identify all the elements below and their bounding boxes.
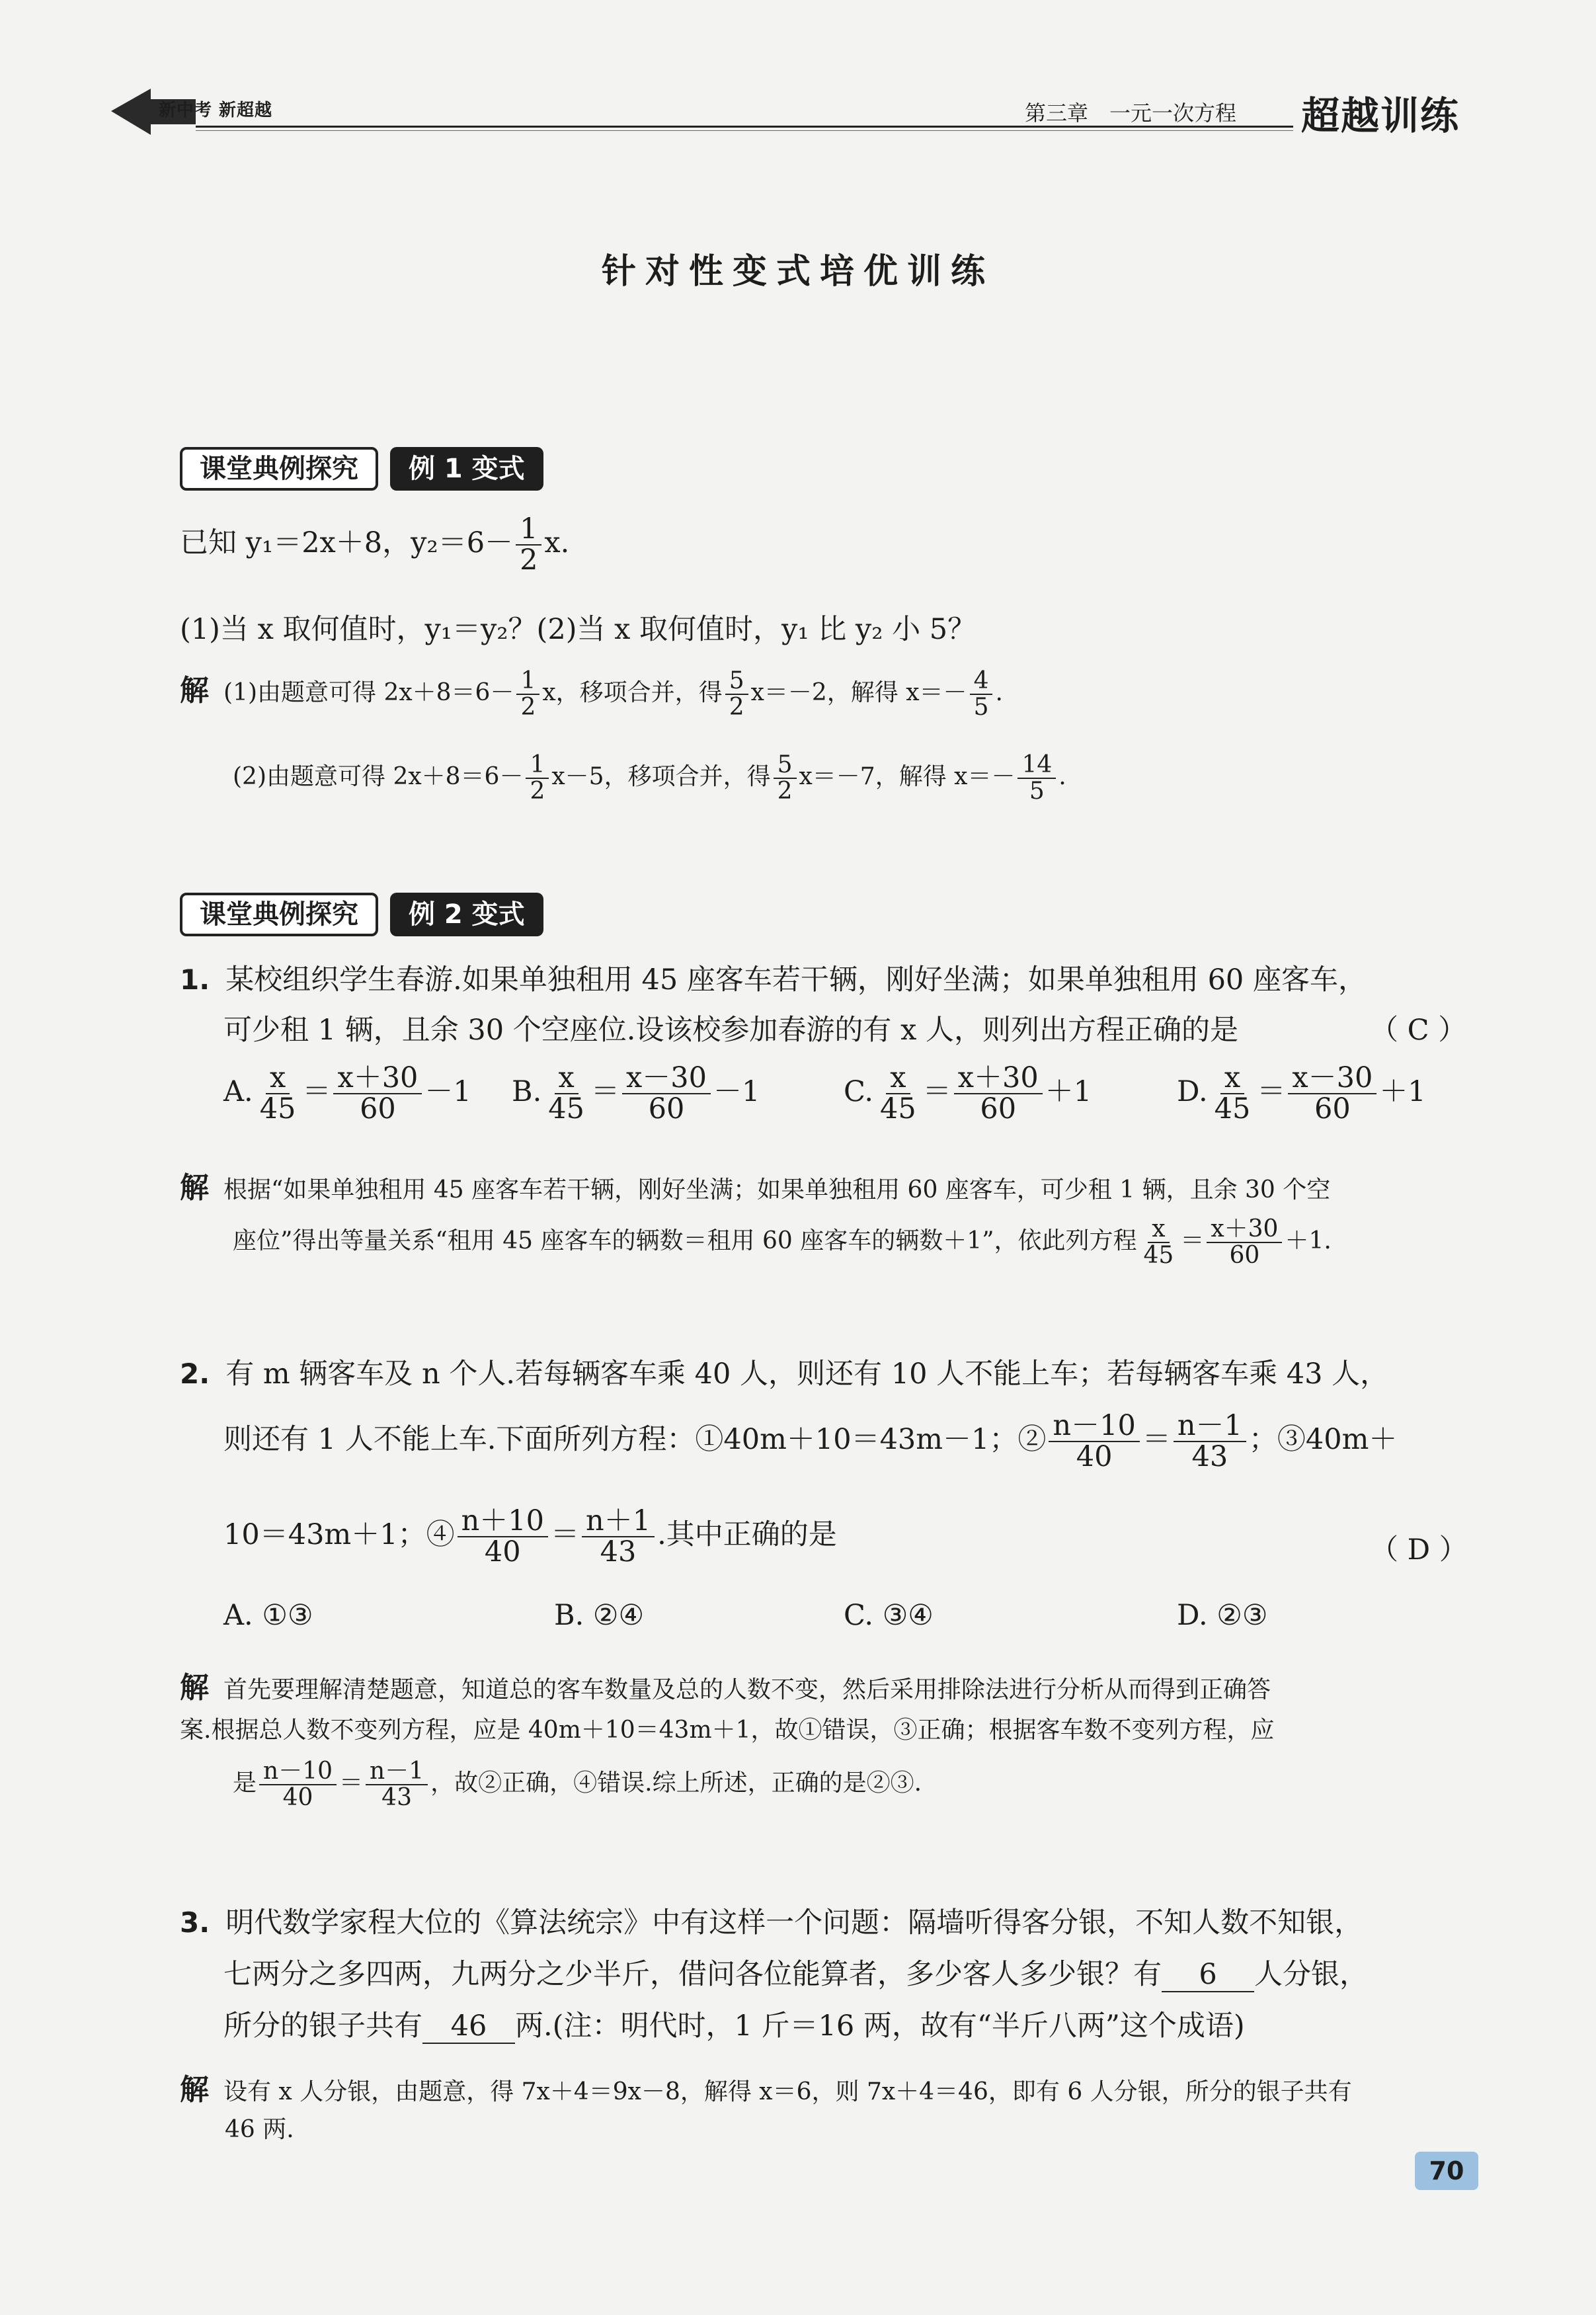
- q2-answer: （ D ）: [1370, 1533, 1468, 1566]
- q2-option-a: A. ①③: [223, 1599, 313, 1632]
- q3-line3: 所分的银子共有 46 两.(注：明代时，1 斤＝16 两，故有“半斤八两”这个成语): [223, 2010, 1245, 2043]
- section1-tag-explore: 课堂典例探究: [180, 447, 378, 491]
- section2-tag-explore: 课堂典例探究: [180, 893, 378, 936]
- q2-solution-line3: 是 $\frac{n-10}{40}$ ＝ $\frac{n-1}{43}$ ，故②正确，④错误.综上所述，正确的是②③.: [233, 1758, 922, 1811]
- q2-option-b: B. ②④: [554, 1599, 645, 1632]
- q2-line2: 则还有 1 人不能上车.下面所列方程：①40m＋10＝43m－1；② $\frac{n-10}{40}$ ＝ $\frac{n-1}{43}$ ；③40m＋: [223, 1409, 1398, 1474]
- header-series: 超越训练: [1301, 93, 1460, 138]
- header-rule-thin: [196, 130, 1293, 131]
- section1-tag-example: 例 1 变式: [390, 447, 543, 491]
- section2-tags: [180, 893, 543, 936]
- q1-option-a: A. $\frac{x}{45}$ ＝ $\frac{x+30}{60}$ －1: [223, 1061, 471, 1126]
- header-chapter: 第三章 一元一次方程: [1025, 101, 1237, 126]
- section1-solution-2: (2)由题意可得 2x＋8＝6－ $\frac{1}{2}$ x－5，移项合并，得 $\frac{5}{2}$ x＝－7，解得 x＝－ $\frac{14}{5}$ .: [233, 751, 1066, 805]
- q3-blank-people: 6: [1162, 1958, 1254, 1992]
- q1-solution-line2: 座位”得出等量关系“租用 45 座客车的辆数＝租用 60 座客车的辆数＋1”，依此列方程 $\frac{x}{45}$ ＝ $\frac{x+30}{60}$ ＋1.: [233, 1215, 1332, 1269]
- q2-solution-line1: 解 首先要理解清楚题意，知道总的客车数量及总的人数不变，然后采用排除法进行分析从而得到正确答: [180, 1671, 1271, 1705]
- q1-option-d: D. $\frac{x}{45}$ ＝ $\frac{x-30}{60}$ ＋1: [1177, 1061, 1426, 1126]
- q2-line1: 2. 有 m 辆客车及 n 个人.若每辆客车乘 40 人，则还有 10 人不能上车；若每辆客车乘 43 人，: [180, 1358, 1389, 1391]
- page-title: 针对性变式培优训练: [601, 252, 994, 292]
- q1-option-c: C. $\frac{x}{45}$ ＝ $\frac{x+30}{60}$ ＋1: [844, 1061, 1092, 1126]
- q1-line2: 可少租 1 辆，且余 30 个空座位.设该校参加春游的有 x 人，则列出方程正确的是: [223, 1014, 1239, 1047]
- q3-line1: 3. 明代数学家程大位的《算法统宗》中有这样一个问题：隔墙听得客分银，不知人数不知银，: [180, 1906, 1363, 1939]
- section1-given: 已知 y₁＝2x＋8，y₂＝6－ $\frac{1}{2}$ x.: [180, 512, 570, 577]
- section2-tag-example: 例 2 变式: [390, 893, 543, 936]
- q3-solution-line2: 46 两.: [225, 2116, 294, 2143]
- q1-option-b: B. $\frac{x}{45}$ ＝ $\frac{x-30}{60}$ －1: [512, 1061, 760, 1126]
- section1-solution-1: 解 (1)由题意可得 2x＋8＝6－ $\frac{1}{2}$ x，移项合并，得 $\frac{5}{2}$ x＝－2，解得 x＝－ $\frac{4}{5}$ .: [180, 667, 1003, 721]
- q2-line3: 10＝43m＋1；④ $\frac{n+10}{40}$ ＝ $\frac{n+1}{43}$ .其中正确的是: [223, 1504, 837, 1569]
- section1-question: (1)当 x 取何值时，y₁＝y₂？(2)当 x 取何值时，y₁ 比 y₂ 小 5？: [180, 613, 977, 646]
- page-number: 70: [1415, 2152, 1478, 2190]
- q3-line2: 七两分之多四两，九两分之少半斤，借问各位能算者，多少客人多少银？有 6 人分银，: [223, 1958, 1368, 1991]
- q1-answer: （ C ）: [1370, 1014, 1467, 1047]
- q1-solution-line1: 解 根据“如果单独租用 45 座客车若干辆，刚好坐满；如果单独租用 60 座客车，可少租 1 辆，且余 30 个空: [180, 1171, 1331, 1205]
- header-brand: 新中考 新超越: [159, 101, 273, 120]
- q2-solution-line2: 案.根据总人数不变列方程，应是 40m＋10＝43m＋1，故①错误，③正确；根据客车数不变列方程，应: [180, 1717, 1275, 1744]
- q2-option-d: D. ②③: [1177, 1599, 1268, 1632]
- q2-option-c: C. ③④: [844, 1599, 934, 1632]
- q3-solution-line1: 解 设有 x 人分银，由题意，得 7x＋4＝9x－8，解得 x＝6，则 7x＋4＝46，即有 6 人分银，所分的银子共有: [180, 2073, 1352, 2107]
- q1-line1: 1. 某校组织学生春游.如果单独租用 45 座客车若干辆，刚好坐满；如果单独租用 60 座客车，: [180, 963, 1367, 996]
- section1-tags: [180, 447, 543, 491]
- q3-blank-silver: 46: [422, 2010, 515, 2044]
